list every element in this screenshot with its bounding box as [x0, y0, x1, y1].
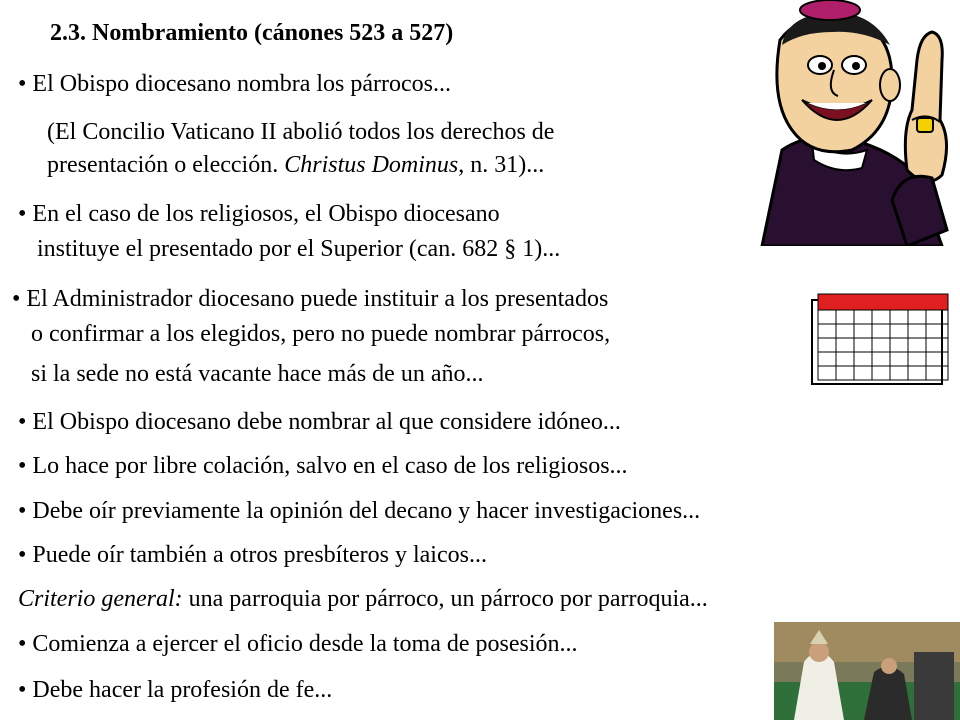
paren-note-line-1: (El Concilio Vaticano II abolió todos los derechos de: [47, 119, 555, 145]
bullet-9: • Debe hacer la profesión de fe...: [18, 676, 332, 705]
bullet-6: • Debe oír previamente la opinión del decano y hacer investigaciones...: [18, 497, 700, 526]
calendar-icon: [810, 292, 950, 388]
bullet-2-cont: instituye el presentado por el Superior (can. 682 § 1)...: [37, 236, 561, 262]
slide-title: 2.3. Nombramiento (cánones 523 a 527): [50, 20, 454, 46]
paren-note-line-2: presentación o elección. Christus Dominus, n. 31)...: [47, 152, 545, 178]
bullet-4: • El Obispo diocesano debe nombrar al que considere idóneo...: [18, 408, 621, 437]
christus-dominus-italic: Christus Dominus: [284, 152, 459, 178]
bishop-cartoon-image: [742, 0, 960, 246]
bullet-5: • Lo hace por libre colación, salvo en el caso de los religiosos...: [18, 452, 628, 481]
ceremony-photo: [774, 622, 960, 720]
bullet-3-cont-2: si la sede no está vacante hace más de un año...: [31, 361, 484, 387]
criterio-general: Criterio general: una parroquia por párroco, un párroco por parroquia...: [18, 586, 708, 612]
bullet-1: • El Obispo diocesano nombra los párrocos...: [18, 70, 451, 99]
criterio-label: Criterio general:: [18, 586, 183, 612]
bullet-2: • En el caso de los religiosos, el Obispo diocesano: [18, 200, 500, 229]
bullet-8: • Comienza a ejercer el oficio desde la toma de posesión...: [18, 630, 578, 659]
bullet-7: • Puede oír también a otros presbíteros y laicos...: [18, 541, 487, 570]
bullet-3-cont-1: o confirmar a los elegidos, pero no puede nombrar párrocos,: [31, 321, 611, 347]
bullet-3: • El Administrador diocesano puede instituir a los presentados: [12, 285, 608, 314]
